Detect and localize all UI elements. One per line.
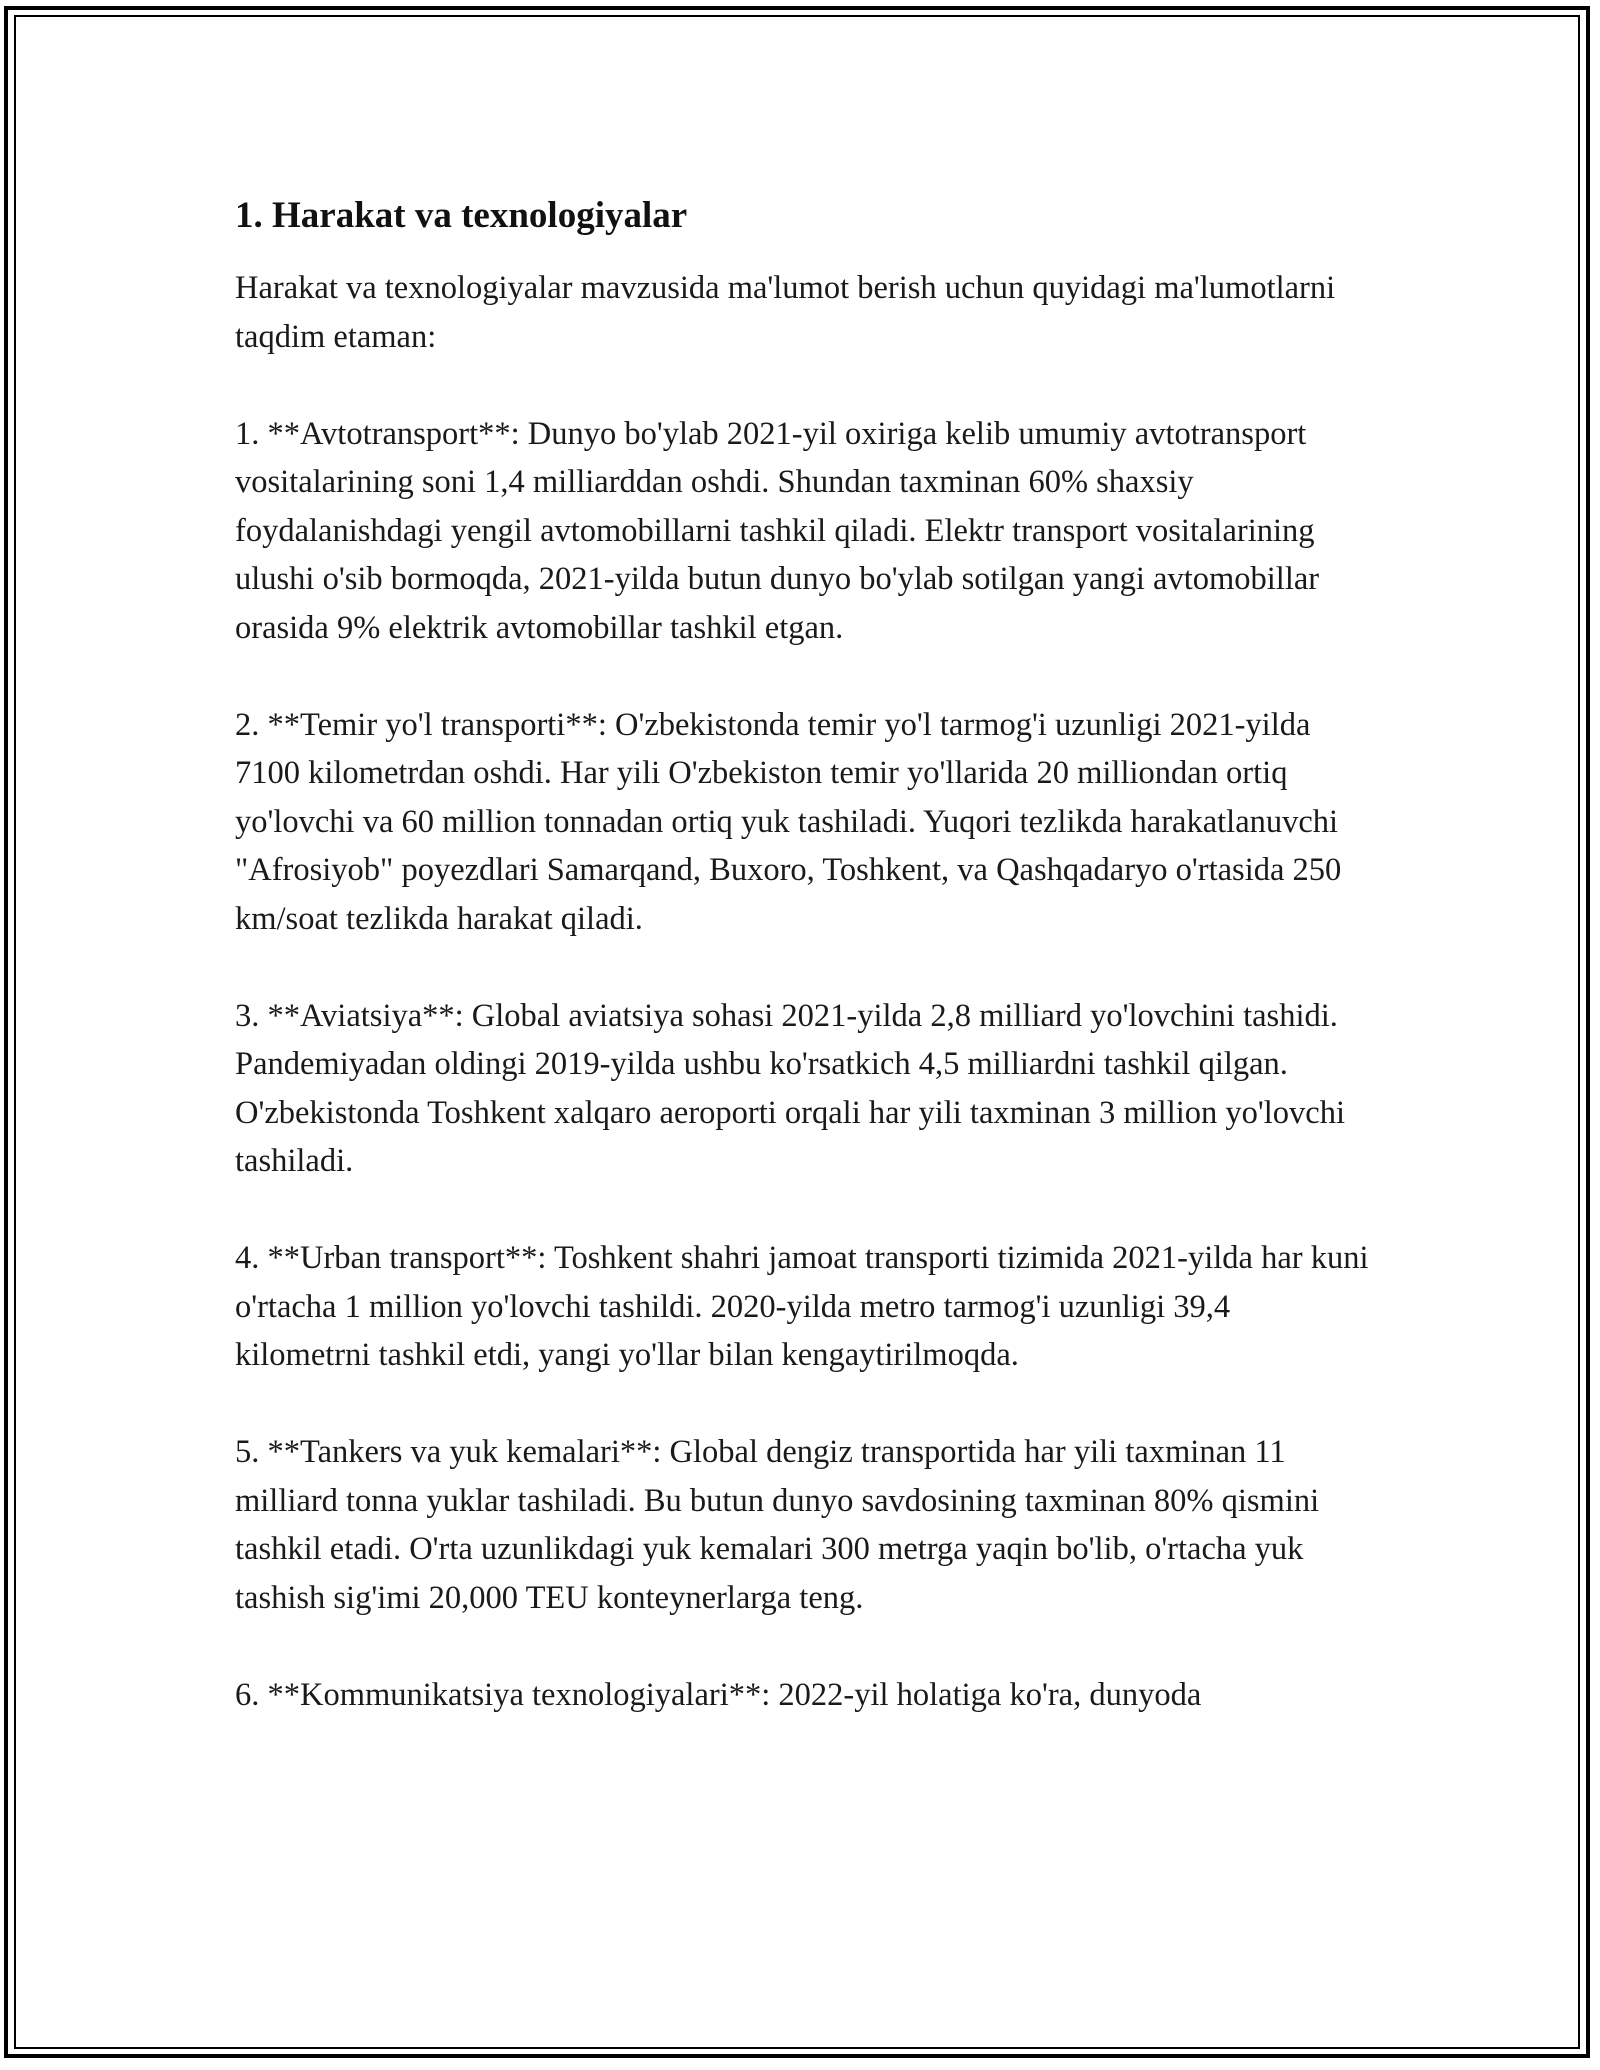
document-body	[235, 186, 1370, 1768]
list-item-avtotransport: 1. **Avtotransport**: Dunyo bo'ylab 2021-yil oxiriga kelib umumiy avtotransport vositalarining soni 1,4 milliarddan oshdi. Shundan taxminan 60% shaxsiy foydalanishdagi yengil avtomobillarni tashkil qiladi. Elektr transport vositalarining ulushi o'sib bormoqda, 2021-yilda butun dunyo bo'ylab sotilgan yangi avtomobillar orasida 9% elektrik avtomobillar tashkil etgan.	[235, 415, 1320, 646]
list-item-aviatsiya: 3. **Aviatsiya**: Global aviatsiya sohasi 2021-yilda 2,8 milliard yo'lovchini tashidi. Pandemiyadan oldingi 2019-yilda ushbu ko'rsatkich 4,5 milliardni tashkil qilgan. O'zbekistonda Toshkent xalqaro aeroporti orqali har yili taxminan 3 million yo'lovchi tashiladi.	[235, 997, 1345, 1179]
list-item-urban-transport: 4. **Urban transport**: Toshkent shahri jamoat transporti tizimida 2021-yilda har kuni o'rtacha 1 million yo'lovchi tashildi. 2020-yilda metro tarmog'i uzunligi 39,4 kilometrni tashkil etdi, yangi yo'llar bilan kengaytirilmoqda.	[235, 1240, 1369, 1373]
intro-paragraph: Harakat va texnologiyalar mavzusida ma'lumot berish uchun quyidagi ma'lumotlarni taqdim etaman:	[235, 270, 1336, 355]
document-title: 1. Harakat va texnologiyalar	[235, 195, 688, 236]
list-item-kommunikatsiya: 6. **Kommunikatsiya texnologiyalari**: 2022-yil holatiga ko'ra, dunyoda	[235, 1676, 1202, 1713]
list-item-yuk-kemalari: 5. **Tankers va yuk kemalari**: Global dengiz transportida har yili taxminan 11 milliard tonna yuklar tashiladi. Bu butun dunyo savdosining taxminan 80% qismini tashkil etadi. O'rta uzunlikdagi yuk kemalari 300 metrga yaqin bo'lib, o'rtacha yuk tashish sig'imi 20,000 TEU konteynerlarga teng.	[235, 1434, 1320, 1616]
list-item-temir-yol: 2. **Temir yo'l transporti**: O'zbekistonda temir yo'l tarmog'i uzunligi 2021-yilda 7100 kilometrdan oshdi. Har yili O'zbekiston temir yo'llarida 20 milliondan ortiq yo'lovchi va 60 million tonnadan ortiq yuk tashiladi. Yuqori tezlikda harakatlanuvchi "Afrosiyob" poyezdlari Samarqand, Buxoro, Toshkent, va Qashqadaryo o'rtasida 250 km/soat tezlikda harakat qiladi.	[235, 706, 1342, 937]
